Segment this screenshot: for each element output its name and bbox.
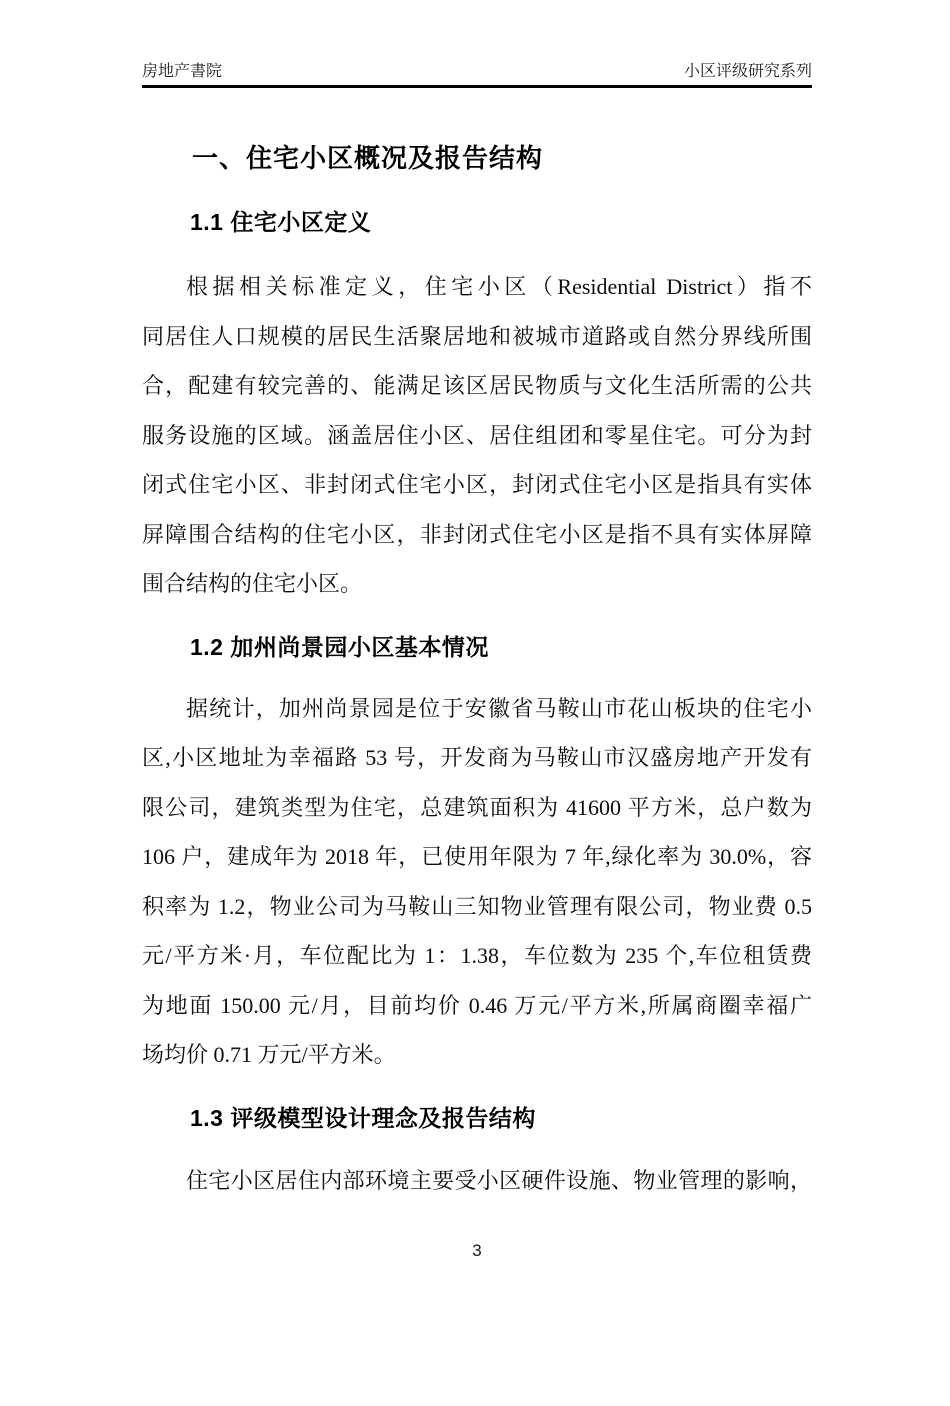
body-line: 服务设施的区域。涵盖居住小区、居住组团和零星住宅。可分为封 [142, 422, 812, 448]
section-heading-1-2: 1.2 加州尚景园小区基本情况 [190, 633, 489, 660]
body-line: 住宅小区居住内部环境主要受小区硬件设施、物业管理的影响， [186, 1167, 812, 1193]
body-line: 限公司，建筑类型为住宅，总建筑面积为 41600 平方米，总户数为 [142, 794, 812, 820]
body-line: 106 户，建成年为 2018 年，已使用年限为 7 年,绿化率为 30.0%，容 [142, 844, 812, 870]
document-page [142, 62, 812, 1261]
body-line: 为地面 150.00 元/月，目前均价 0.46 万元/平方米,所属商圈幸福广 [142, 992, 812, 1018]
page-number: 3 [472, 1241, 482, 1261]
body-line: 场均价 0.71 万元/平方米。 [142, 1042, 396, 1068]
body-line: 合，配建有较完善的、能满足该区居民物质与文化生活所需的公共 [142, 373, 812, 399]
document-title: 一、住宅小区概况及报告结构 [192, 143, 544, 174]
header-right-text: 小区评级研究系列 [683, 63, 812, 80]
paragraph-1-1 [142, 262, 812, 609]
paragraph-1-2 [142, 684, 812, 1080]
body-line: 积率为 1.2，物业公司为马鞍山三知物业管理有限公司，物业费 0.5 [142, 893, 812, 919]
body-line: 闭式住宅小区、非封闭式住宅小区，封闭式住宅小区是指具有实体 [142, 472, 812, 498]
body-line: 区,小区地址为幸福路 53 号，开发商为马鞍山市汉盛房地产开发有 [142, 745, 812, 771]
body-line: 据统计，加州尚景园是位于安徽省马鞍山市花山板块的住宅小 [186, 695, 812, 721]
body-line: 根据相关标准定义，住宅小区（Residential District）指不 [186, 274, 812, 300]
body-line: 同居住人口规模的居民生活聚居地和被城市道路或自然分界线所围 [142, 323, 812, 349]
section-heading-1-3: 1.3 评级模型设计理念及报告结构 [190, 1104, 536, 1131]
body-line: 元/平方米·月，车位配比为 1：1.38，车位数为 235 个,车位租赁费 [142, 943, 812, 969]
header-left-text: 房地产書院 [142, 63, 223, 80]
section-heading-1-1: 1.1 住宅小区定义 [190, 209, 372, 236]
body-line: 围合结构的住宅小区。 [142, 571, 363, 597]
page-header [142, 62, 812, 88]
paragraph-1-3 [142, 1156, 812, 1206]
body-line: 屏障围合结构的住宅小区，非封闭式住宅小区是指不具有实体屏障 [142, 521, 812, 547]
